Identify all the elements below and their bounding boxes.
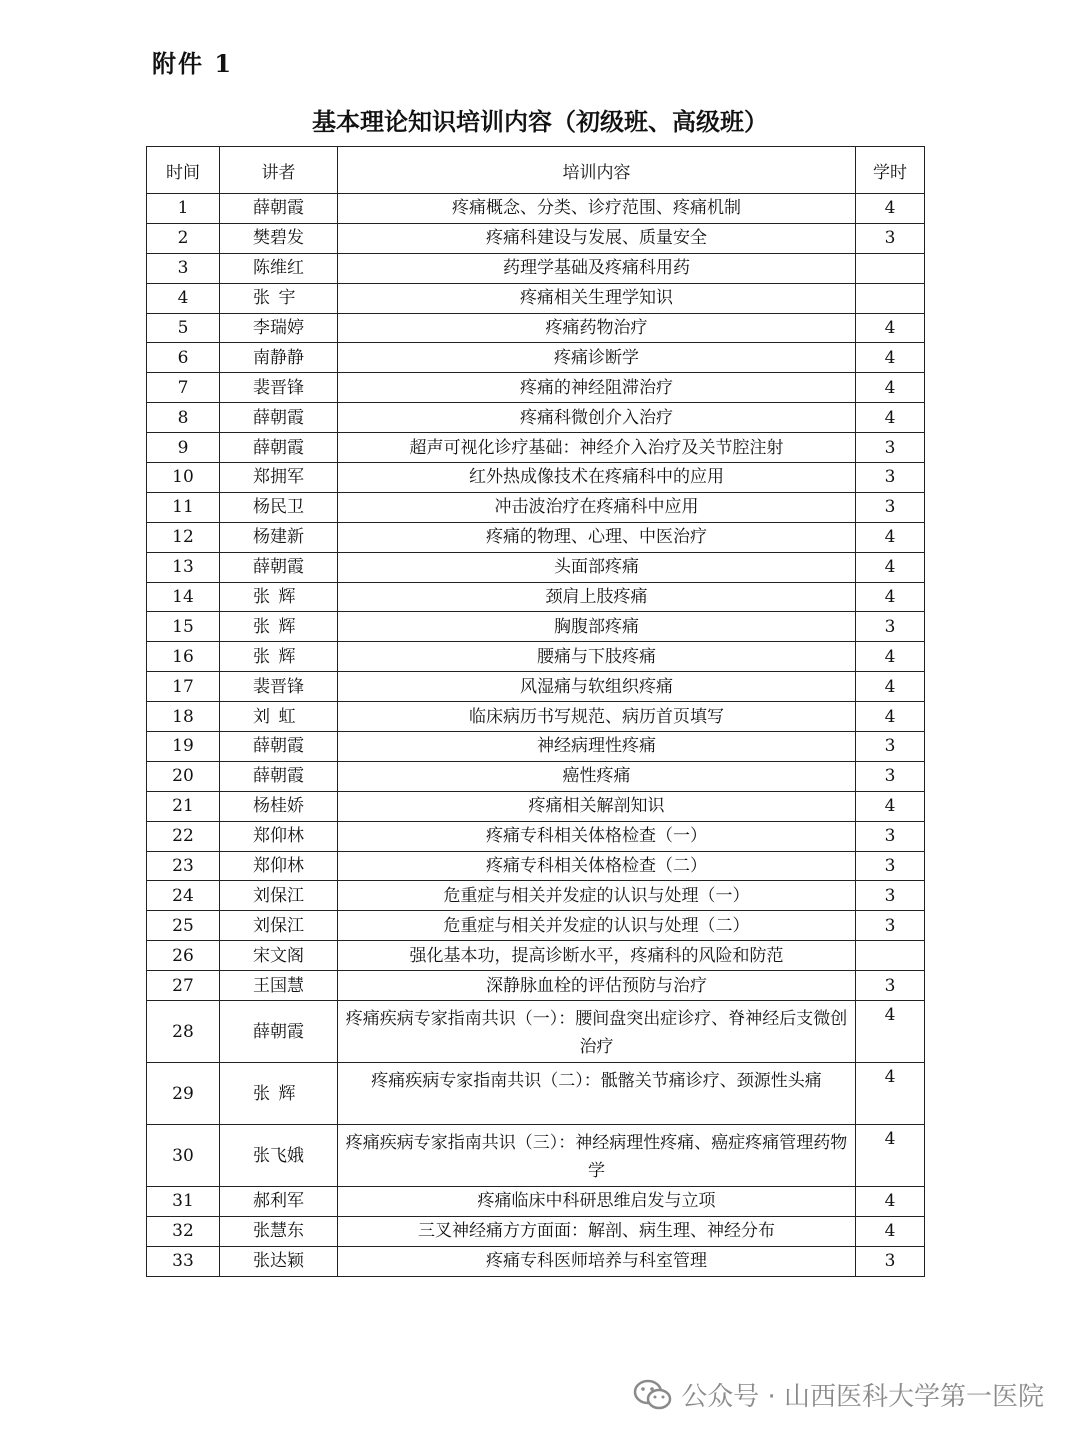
table-row bbox=[147, 194, 925, 224]
cell-content: 超声可视化诊疗基础：神经介入治疗及关节腔注射 bbox=[338, 433, 856, 463]
cell-time: 16 bbox=[147, 642, 220, 672]
cell-content: 头面部疼痛 bbox=[338, 552, 856, 582]
cell-time: 13 bbox=[147, 552, 220, 582]
cell-hours: 4 bbox=[856, 194, 925, 224]
cell-time: 30 bbox=[147, 1125, 220, 1187]
cell-hours: 4 bbox=[856, 1125, 925, 1187]
cell-lecturer: 张辉 bbox=[220, 1063, 338, 1125]
cell-time: 26 bbox=[147, 941, 220, 971]
cell-lecturer: 张飞娥 bbox=[220, 1125, 338, 1187]
cell-hours: 4 bbox=[856, 522, 925, 552]
cell-hours bbox=[856, 283, 925, 313]
table-row bbox=[147, 433, 925, 463]
cell-lecturer: 樊碧发 bbox=[220, 223, 338, 253]
cell-lecturer: 郑仰林 bbox=[220, 851, 338, 881]
table-row bbox=[147, 373, 925, 403]
cell-time: 7 bbox=[147, 373, 220, 403]
cell-lecturer: 薛朝霞 bbox=[220, 552, 338, 582]
cell-hours: 3 bbox=[856, 433, 925, 463]
attachment-label: 附件 1 bbox=[152, 49, 234, 78]
cell-lecturer: 杨桂娇 bbox=[220, 791, 338, 821]
cell-lecturer: 裴晋锋 bbox=[220, 672, 338, 702]
cell-content: 危重症与相关并发症的认识与处理（一） bbox=[338, 881, 856, 911]
cell-time: 1 bbox=[147, 194, 220, 224]
table-row bbox=[147, 851, 925, 881]
cell-lecturer: 张辉 bbox=[220, 582, 338, 612]
cell-hours: 4 bbox=[856, 672, 925, 702]
cell-hours: 3 bbox=[856, 1246, 925, 1276]
cell-hours: 3 bbox=[856, 911, 925, 941]
cell-hours: 3 bbox=[856, 463, 925, 493]
cell-time: 21 bbox=[147, 791, 220, 821]
cell-hours: 4 bbox=[856, 642, 925, 672]
table-row bbox=[147, 672, 925, 702]
cell-lecturer: 郝利军 bbox=[220, 1187, 338, 1217]
table-row bbox=[147, 1125, 925, 1187]
cell-lecturer: 张慧东 bbox=[220, 1216, 338, 1246]
cell-hours: 3 bbox=[856, 881, 925, 911]
cell-lecturer: 张辉 bbox=[220, 642, 338, 672]
cell-lecturer: 薛朝霞 bbox=[220, 403, 338, 433]
cell-content: 神经病理性疼痛 bbox=[338, 732, 856, 762]
cell-time: 22 bbox=[147, 821, 220, 851]
cell-hours: 3 bbox=[856, 761, 925, 791]
cell-hours: 4 bbox=[856, 313, 925, 343]
table-row bbox=[147, 1001, 925, 1063]
cell-hours: 4 bbox=[856, 582, 925, 612]
cell-time: 24 bbox=[147, 881, 220, 911]
cell-hours: 4 bbox=[856, 1001, 925, 1063]
table-row bbox=[147, 463, 925, 493]
cell-lecturer: 杨建新 bbox=[220, 522, 338, 552]
cell-time: 10 bbox=[147, 463, 220, 493]
cell-content: 强化基本功，提高诊断水平，疼痛科的风险和防范 bbox=[338, 941, 856, 971]
cell-hours: 4 bbox=[856, 1063, 925, 1125]
table-row bbox=[147, 552, 925, 582]
cell-time: 32 bbox=[147, 1216, 220, 1246]
cell-time: 20 bbox=[147, 761, 220, 791]
column-header-lecturer: 讲者 bbox=[220, 147, 338, 194]
cell-lecturer: 宋文阁 bbox=[220, 941, 338, 971]
table-row bbox=[147, 702, 925, 732]
column-header-time: 时间 bbox=[147, 147, 220, 194]
cell-content: 红外热成像技术在疼痛科中的应用 bbox=[338, 463, 856, 493]
cell-content: 药理学基础及疼痛科用药 bbox=[338, 253, 856, 283]
cell-time: 6 bbox=[147, 343, 220, 373]
cell-content: 腰痛与下肢疼痛 bbox=[338, 642, 856, 672]
cell-hours: 3 bbox=[856, 821, 925, 851]
cell-time: 8 bbox=[147, 403, 220, 433]
cell-content: 颈肩上肢疼痛 bbox=[338, 582, 856, 612]
cell-hours: 4 bbox=[856, 373, 925, 403]
cell-content: 疼痛药物治疗 bbox=[338, 313, 856, 343]
table-row bbox=[147, 582, 925, 612]
table-row bbox=[147, 522, 925, 552]
cell-lecturer: 陈维红 bbox=[220, 253, 338, 283]
document-title: 基本理论知识培训内容（初级班、高级班） bbox=[312, 107, 768, 136]
cell-lecturer: 薛朝霞 bbox=[220, 732, 338, 762]
cell-content: 疼痛的神经阻滞治疗 bbox=[338, 373, 856, 403]
cell-content: 疼痛疾病专家指南共识（一）：腰间盘突出症诊疗、脊神经后支微创治疗 bbox=[338, 1001, 856, 1063]
table-row bbox=[147, 492, 925, 522]
table-row bbox=[147, 791, 925, 821]
cell-lecturer: 刘保江 bbox=[220, 881, 338, 911]
table-row bbox=[147, 1216, 925, 1246]
watermark-text: 公众号 · 山西医科大学第一医院 bbox=[681, 1382, 1044, 1412]
table-row bbox=[147, 253, 925, 283]
cell-hours: 3 bbox=[856, 732, 925, 762]
cell-lecturer: 张宇 bbox=[220, 283, 338, 313]
cell-content: 疼痛疾病专家指南共识（三）：神经病理性疼痛、癌症疼痛管理药物学 bbox=[338, 1125, 856, 1187]
cell-time: 15 bbox=[147, 612, 220, 642]
table-row bbox=[147, 941, 925, 971]
cell-content: 疼痛概念、分类、诊疗范围、疼痛机制 bbox=[338, 194, 856, 224]
table-row bbox=[147, 313, 925, 343]
cell-lecturer: 张辉 bbox=[220, 612, 338, 642]
cell-hours: 4 bbox=[856, 403, 925, 433]
cell-lecturer: 南静静 bbox=[220, 343, 338, 373]
cell-content: 胸腹部疼痛 bbox=[338, 612, 856, 642]
cell-content: 临床病历书写规范、病历首页填写 bbox=[338, 702, 856, 732]
table-row bbox=[147, 971, 925, 1001]
cell-hours: 4 bbox=[856, 702, 925, 732]
column-header-content: 培训内容 bbox=[338, 147, 856, 194]
cell-content: 三叉神经痛方方面面：解剖、病生理、神经分布 bbox=[338, 1216, 856, 1246]
cell-content: 深静脉血栓的评估预防与治疗 bbox=[338, 971, 856, 1001]
cell-time: 18 bbox=[147, 702, 220, 732]
cell-time: 2 bbox=[147, 223, 220, 253]
cell-time: 11 bbox=[147, 492, 220, 522]
cell-lecturer: 裴晋锋 bbox=[220, 373, 338, 403]
table-row bbox=[147, 403, 925, 433]
cell-lecturer: 李瑞婷 bbox=[220, 313, 338, 343]
table-row bbox=[147, 881, 925, 911]
cell-hours: 3 bbox=[856, 612, 925, 642]
column-header-hours: 学时 bbox=[856, 147, 925, 194]
cell-lecturer: 杨民卫 bbox=[220, 492, 338, 522]
cell-hours: 3 bbox=[856, 223, 925, 253]
cell-time: 33 bbox=[147, 1246, 220, 1276]
cell-hours: 3 bbox=[856, 851, 925, 881]
cell-time: 29 bbox=[147, 1063, 220, 1125]
cell-content: 癌性疼痛 bbox=[338, 761, 856, 791]
table-row bbox=[147, 642, 925, 672]
cell-time: 4 bbox=[147, 283, 220, 313]
table-row bbox=[147, 223, 925, 253]
cell-lecturer: 薛朝霞 bbox=[220, 433, 338, 463]
cell-time: 5 bbox=[147, 313, 220, 343]
cell-lecturer: 张达颖 bbox=[220, 1246, 338, 1276]
cell-time: 31 bbox=[147, 1187, 220, 1217]
cell-lecturer: 郑仰林 bbox=[220, 821, 338, 851]
cell-hours: 4 bbox=[856, 343, 925, 373]
cell-time: 9 bbox=[147, 433, 220, 463]
cell-hours: 3 bbox=[856, 971, 925, 1001]
table-row bbox=[147, 821, 925, 851]
cell-content: 疼痛相关生理学知识 bbox=[338, 283, 856, 313]
cell-hours bbox=[856, 941, 925, 971]
cell-content: 疼痛科建设与发展、质量安全 bbox=[338, 223, 856, 253]
cell-content: 疼痛诊断学 bbox=[338, 343, 856, 373]
table-row bbox=[147, 612, 925, 642]
cell-content: 风湿痛与软组织疼痛 bbox=[338, 672, 856, 702]
table-row bbox=[147, 343, 925, 373]
wechat-icon bbox=[633, 1378, 673, 1412]
cell-time: 28 bbox=[147, 1001, 220, 1063]
table-row bbox=[147, 911, 925, 941]
course-table bbox=[146, 146, 925, 1277]
cell-lecturer: 王国慧 bbox=[220, 971, 338, 1001]
table-row bbox=[147, 1063, 925, 1125]
cell-content: 疼痛专科相关体格检查（一） bbox=[338, 821, 856, 851]
cell-content: 疼痛专科相关体格检查（二） bbox=[338, 851, 856, 881]
cell-content: 疼痛科微创介入治疗 bbox=[338, 403, 856, 433]
cell-lecturer: 刘保江 bbox=[220, 911, 338, 941]
cell-hours: 4 bbox=[856, 1216, 925, 1246]
table-row bbox=[147, 1187, 925, 1217]
cell-time: 3 bbox=[147, 253, 220, 283]
table-body bbox=[147, 194, 925, 1277]
cell-lecturer: 薛朝霞 bbox=[220, 761, 338, 791]
cell-content: 疼痛专科医师培养与科室管理 bbox=[338, 1246, 856, 1276]
cell-hours: 4 bbox=[856, 791, 925, 821]
cell-lecturer: 薛朝霞 bbox=[220, 1001, 338, 1063]
cell-content: 疼痛疾病专家指南共识（二）：骶髂关节痛诊疗、颈源性头痛 bbox=[338, 1063, 856, 1125]
cell-time: 23 bbox=[147, 851, 220, 881]
table-row bbox=[147, 761, 925, 791]
table-row bbox=[147, 732, 925, 762]
table-row bbox=[147, 1246, 925, 1276]
cell-time: 17 bbox=[147, 672, 220, 702]
cell-time: 14 bbox=[147, 582, 220, 612]
watermark bbox=[633, 1376, 1044, 1413]
cell-content: 疼痛相关解剖知识 bbox=[338, 791, 856, 821]
table-row bbox=[147, 283, 925, 313]
cell-hours: 3 bbox=[856, 492, 925, 522]
cell-lecturer: 薛朝霞 bbox=[220, 194, 338, 224]
cell-hours bbox=[856, 253, 925, 283]
cell-time: 25 bbox=[147, 911, 220, 941]
cell-time: 12 bbox=[147, 522, 220, 552]
cell-content: 疼痛的物理、心理、中医治疗 bbox=[338, 522, 856, 552]
cell-time: 19 bbox=[147, 732, 220, 762]
cell-content: 疼痛临床中科研思维启发与立项 bbox=[338, 1187, 856, 1217]
cell-time: 27 bbox=[147, 971, 220, 1001]
cell-content: 冲击波治疗在疼痛科中应用 bbox=[338, 492, 856, 522]
cell-hours: 4 bbox=[856, 552, 925, 582]
cell-content: 危重症与相关并发症的认识与处理（二） bbox=[338, 911, 856, 941]
cell-lecturer: 刘虹 bbox=[220, 702, 338, 732]
table-header-row bbox=[147, 147, 925, 194]
cell-hours: 4 bbox=[856, 1187, 925, 1217]
cell-lecturer: 郑拥军 bbox=[220, 463, 338, 493]
